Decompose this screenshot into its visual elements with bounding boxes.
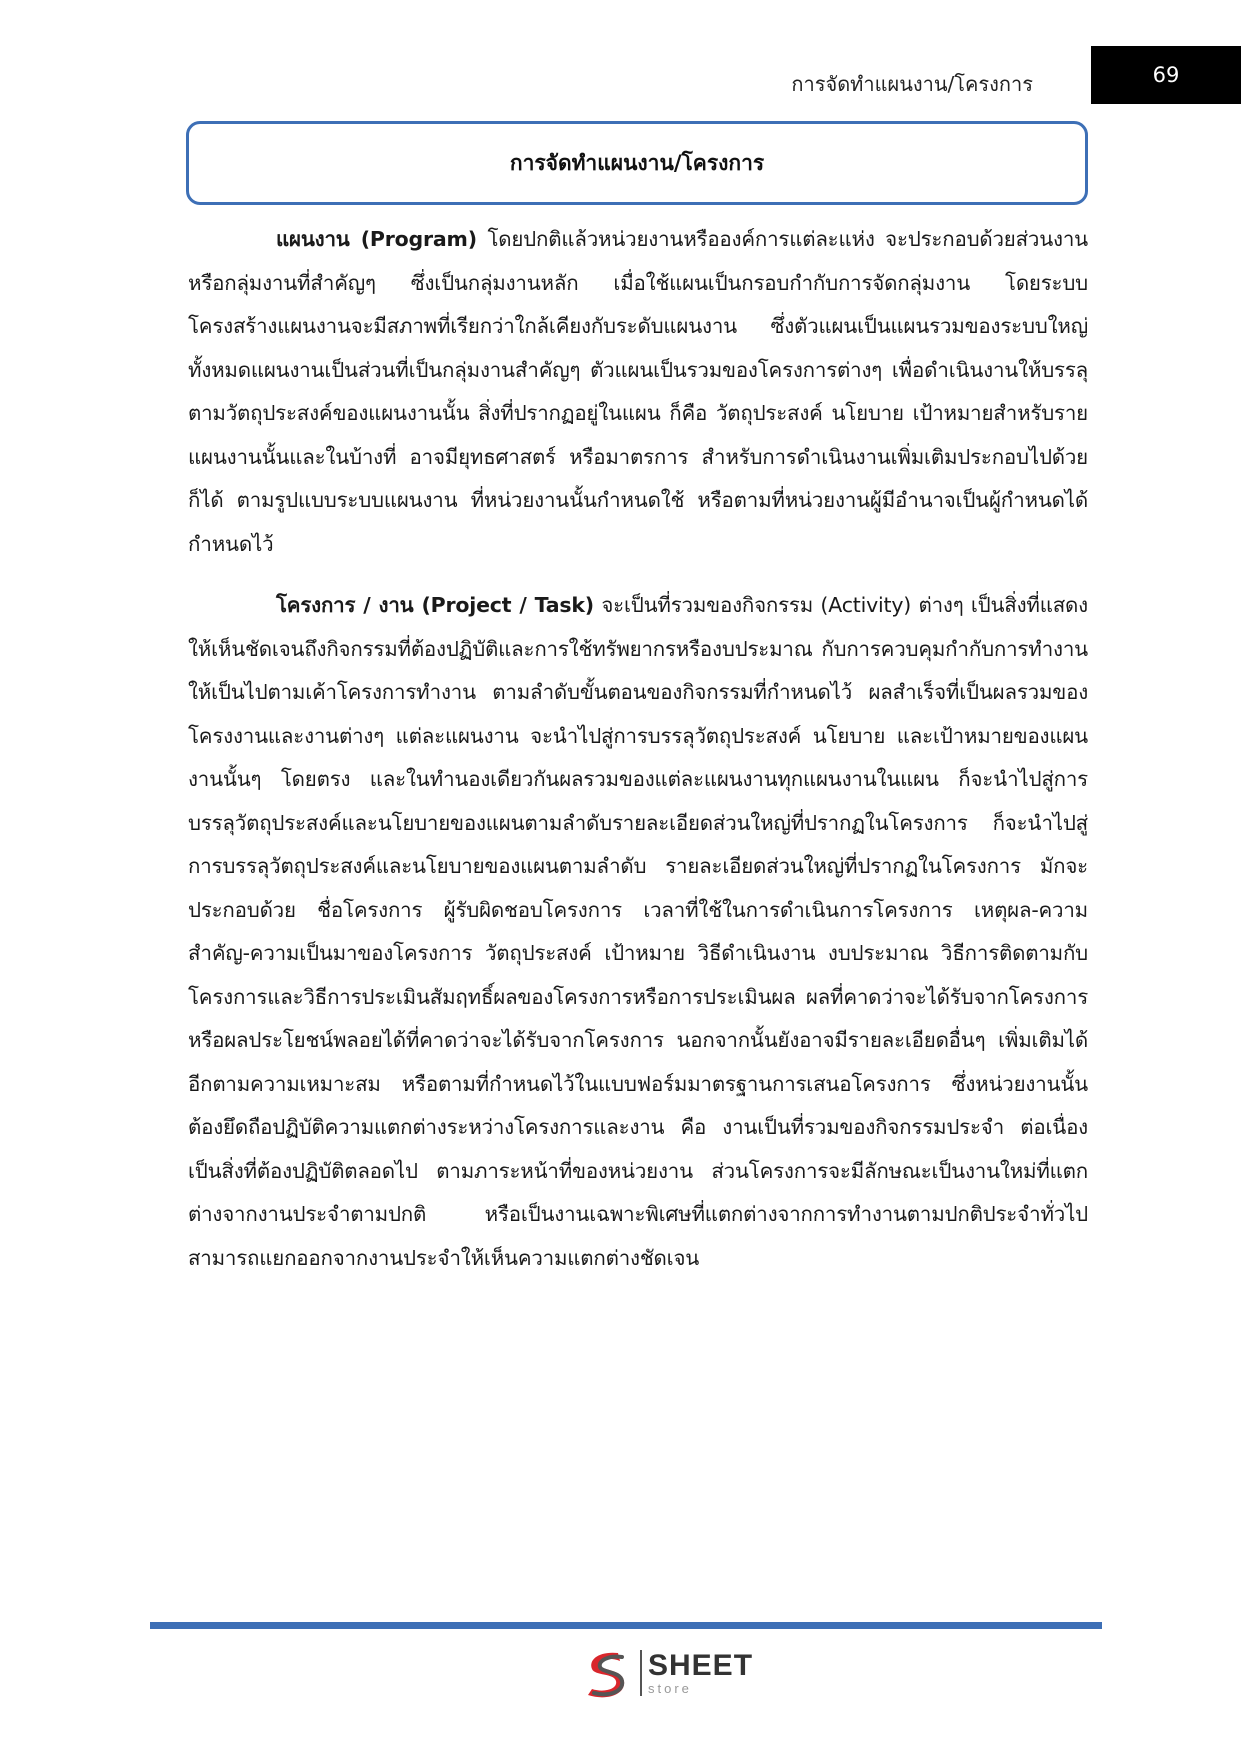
paragraph-body: จะเป็นที่รวมของกิจกรรม (Activity) ต่างๆ เป็นสิ่งที่แสดงให้เห็นชัดเจนถึงกิจกรรมที่ต้องปฏิบัติและการใช้ทรัพยากรหรืองบประมาณ กับการควบคุมกำกับการทำงานให้เป็นไปตามเค้าโครงการทำงาน ตามลำดับขั้นตอนของกิจกรรมที่กำหนดไว้ ผลสำเร็จที่เป็นผลรวมของโครงงานและงานต่างๆ แต่ละแผนงาน จะนำไปสู่การบรรลุวัตถุประสงค์ นโยบาย และเป้าหมายของแผนงานนั้นๆ โดยตรง และในทำนองเดียวกันผลรวมของแต่ละแผนงานทุกแผนงานในแผน ก็จะนำไปสู่การบรรลุวัตถุประสงค์และนโยบายของแผนตามลำดับรายละเอียดส่วนใหญ่ที่ปรากฏในโครงการ ก็จะนำไปสู่การบรรลุวัตถุประสงค์และนโยบายของแผนตามลำดับ รายละเอียดส่วนใหญ่ที่ปรากฏในโครงการ มักจะประกอบด้วย ชื่อโครงการ ผู้รับผิดชอบโครงการ เวลาที่ใช้ในการดำเนินการโครงการ เหตุผล-ความสำคัญ-ความเป็นมาของโครงการ วัตถุประสงค์ เป้าหมาย วิธีดำเนินงาน งบประมาณ วิธีการติดตามกับโครงการและวิธีการประเมินสัมฤทธิ์ผลของโครงการหรือการประเมินผล ผลที่คาดว่าจะได้รับจากโครงการหรือผลประโยชน์พลอยได้ที่คาดว่าจะได้รับจากโครงการ นอกจากนั้นยังอาจมีรายละเอียดอื่นๆ เพิ่มเติมได้อีกตามความเหมาะสม หรือตามที่กำหนดไว้ในแบบฟอร์มมาตรฐานการเสนอโครงการ ซึ่งหน่วยงานนั้นต้องยึดถือปฏิบัติความแตกต่างระหว่างโครงการและงาน คือ งานเป็นที่รวมของกิจกรรมประจำ ต่อเนื่องเป็นสิ่งที่ต้องปฏิบัติตลอดไป ตามภาระหน้าที่ของหน่วยงาน ส่วนโครงการจะมีลักษณะเป็นงานใหม่ที่แตกต่างจากงานประจำตามปกติ หรือเป็นงานเฉพาะพิเศษที่แตกต่างจากการทำงานตามปกติประจำทั่วไป สามารถแยกออกจากงานประจำให้เห็นความแตกต่างชัดเจน	[188, 593, 1088, 1270]
body-text	[188, 218, 1088, 1298]
footer-divider	[150, 1622, 1102, 1629]
running-header-title: การจัดทำแผนงาน/โครงการ	[791, 72, 1033, 96]
section-title: การจัดทำแผนงาน/โครงการ	[509, 150, 765, 175]
logo-name: SHEET	[648, 1649, 754, 1682]
logo-text	[648, 1651, 753, 1695]
paragraph-body: โดยปกติแล้วหน่วยงานหรือองค์การแต่ละแห่ง จะประกอบด้วยส่วนงานหรือกลุ่มงานที่สำคัญๆ ซึ่งเป็นกลุ่มงานหลัก เมื่อใช้แผนเป็นกรอบกำกับการจัดกลุ่มงาน โดยระบบโครงสร้างแผนงานจะมีสภาพที่เรียกว่าใกล้เคียงกับระดับแผนงาน ซึ่งตัวแผนเป็นแผนรวมของระบบใหญ่ทั้งหมดแผนงานเป็นส่วนที่เป็นกลุ่มงานสำคัญๆ ตัวแผนเป็นรวมของโครงการต่างๆ เพื่อดำเนินงานให้บรรลุตามวัตถุประสงค์ของแผนงานนั้น สิ่งที่ปรากฏอยู่ในแผน ก็คือ วัตถุประสงค์ นโยบาย เป้าหมายสำหรับรายแผนงานนั้นและในบ้างที่ อาจมียุทธศาสตร์ หรือมาตรการ สำหรับการดำเนินงานเพิ่มเติมประกอบไปด้วยก็ได้ ตามรูปแบบระบบแผนงาน ที่หน่วยงานนั้นกำหนดใช้ หรือตามที่หน่วยงานผู้มีอำนาจเป็นผู้กำหนดได้กำหนดไว้	[188, 227, 1088, 556]
paragraph-lead: แผนงาน (Program)	[276, 227, 477, 251]
section-title-box	[186, 121, 1088, 205]
page-number: 69	[1091, 46, 1241, 104]
logo-separator	[640, 1650, 642, 1696]
paragraph-project	[188, 584, 1088, 1280]
paragraph-program	[188, 218, 1088, 566]
sheet-s-logo-icon	[578, 1645, 634, 1701]
sheet-store-logo	[578, 1645, 753, 1701]
logo-sub: store	[648, 1681, 692, 1696]
paragraph-lead: โครงการ / งาน (Project / Task)	[276, 593, 594, 617]
